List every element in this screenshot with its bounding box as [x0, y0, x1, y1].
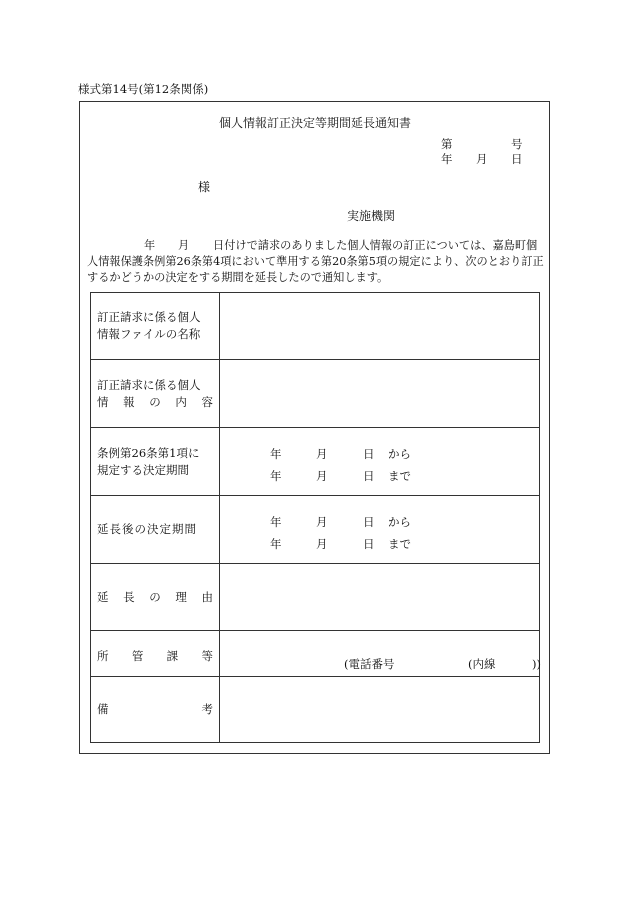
row-department: [91, 631, 540, 677]
label-department: 所 管 課 等: [91, 631, 220, 677]
body-line3: するかどうかの決定をする期間を延長したので通知します。: [87, 271, 389, 284]
body-line2: 人情報保護条例第26条第4項において準用する第20条第5項の規定により、次のとおり訂正: [87, 255, 544, 268]
date-day: 日: [511, 152, 523, 166]
row-remarks: [91, 677, 540, 743]
value-department[interactable]: (電話番号 (内線 )): [220, 631, 540, 677]
value-reason[interactable]: [220, 564, 540, 631]
value-file-name[interactable]: [220, 293, 540, 360]
number-suffix: 号: [511, 137, 523, 151]
row-reason: [91, 564, 540, 631]
form-reference: 様式第14号(第12条関係): [78, 82, 209, 96]
label-file-name: 訂正請求に係る個人 情報ファイルの名称: [91, 293, 220, 360]
row-file-name: [91, 293, 540, 360]
label-info-content: 訂正請求に係る個人 情 報 の 内 容: [91, 360, 220, 428]
document-title: 個人情報訂正決定等期間延長通知書: [218, 116, 411, 130]
details-table: [90, 292, 540, 743]
row-decision-period: [91, 428, 540, 496]
body-month: 月: [178, 239, 190, 252]
label-remarks: 備 考: [91, 677, 220, 743]
value-info-content[interactable]: [220, 360, 540, 428]
label-decision-period: 条例第26条第1項に 規定する決定期間: [91, 428, 220, 496]
recipient-suffix: 様: [198, 180, 211, 194]
label-reason: 延 長 の 理 由: [91, 564, 220, 631]
row-info-content: [91, 360, 540, 428]
value-decision-period[interactable]: 年 月 日 から 年 月 日 まで: [220, 428, 540, 496]
value-remarks[interactable]: [220, 677, 540, 743]
body-line1: 日付けで請求のありました個人情報の訂正については、嘉島町個: [213, 239, 538, 252]
notice-body: [87, 238, 547, 286]
body-year: 年: [144, 239, 156, 252]
row-extended-period: [91, 496, 540, 564]
number-prefix: 第: [441, 137, 453, 151]
date-month: 月: [476, 152, 488, 166]
value-extended-period[interactable]: 年 月 日 から 年 月 日 まで: [220, 496, 540, 564]
label-extended-period: 延長後の決定期間: [91, 496, 220, 564]
date-year: 年: [441, 152, 453, 166]
issuer-label: 実施機関: [347, 209, 396, 223]
